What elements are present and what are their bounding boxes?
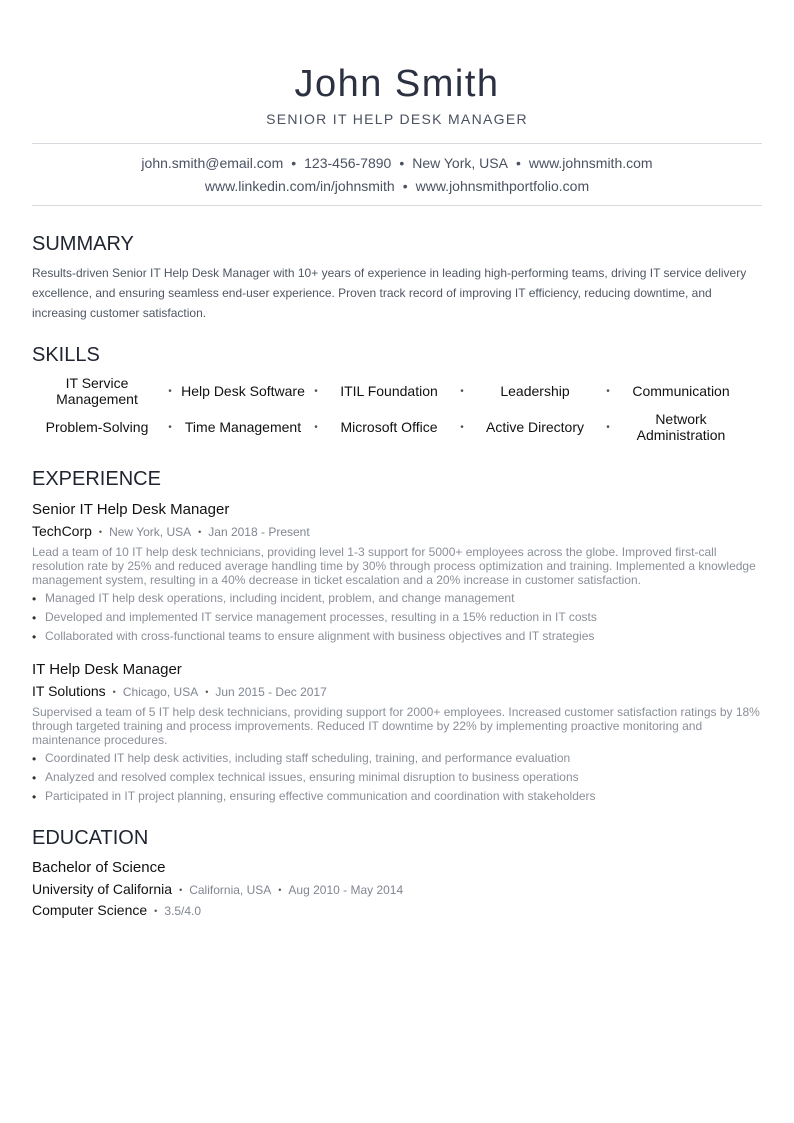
- job-title-headline: SENIOR IT HELP DESK MANAGER: [266, 111, 528, 127]
- skill-item: Problem-Solving: [45, 419, 149, 435]
- skill-item: Leadership: [500, 383, 570, 399]
- job-bullet: • Participated in IT project planning, ensuring effective communication and coordination with stakeholders: [32, 787, 762, 806]
- skill-separator: •: [460, 421, 464, 433]
- job-entry: [32, 660, 762, 806]
- school-location: California, USA: [189, 883, 272, 897]
- skill-item: IT Service Management: [56, 375, 138, 407]
- job-bullet: • Developed and implemented IT service management processes, resulting in a 15% reduction in IT costs: [32, 608, 762, 627]
- skills-row: [32, 373, 762, 409]
- skill-separator: •: [460, 385, 464, 397]
- company-name: IT Solutions: [32, 683, 106, 699]
- separator-dot: •: [515, 155, 521, 171]
- school-dates: Aug 2010 - May 2014: [288, 883, 404, 897]
- job-bullet: • Coordinated IT help desk activities, including staff scheduling, training, and performance evaluation: [32, 749, 762, 768]
- job-bullets: [32, 749, 762, 806]
- job-location: Chicago, USA: [122, 685, 199, 699]
- contact-website[interactable]: www.johnsmith.com: [528, 155, 653, 171]
- company-name: TechCorp: [32, 523, 92, 539]
- skill-item: Time Management: [184, 419, 302, 435]
- experience-heading: EXPERIENCE: [32, 468, 161, 490]
- job-description: Lead a team of 10 IT help desk technicians, providing level 1-3 support for 5000+ employees across the globe. Improved first-call resolution rate by 25% and reduced average handling time by 30% through process optimization and training. Implemented a knowledge management system, resulting in a 40% decrease in ticket escalation and a 20% increase in customer satisfaction.: [32, 545, 756, 587]
- skill-separator: •: [314, 385, 318, 397]
- skills-heading: SKILLS: [32, 344, 100, 366]
- separator-dot: •: [399, 155, 405, 171]
- skill-item: Microsoft Office: [340, 419, 438, 435]
- separator-dot: •: [198, 526, 202, 537]
- contact-linkedin[interactable]: www.linkedin.com/in/johnsmith: [204, 178, 395, 194]
- job-bullet: • Analyzed and resolved complex technical issues, ensuring minimal disruption to business operations: [32, 768, 762, 787]
- skill-separator: •: [314, 421, 318, 433]
- job-title: IT Help Desk Manager: [32, 661, 182, 678]
- contact-line-1: [32, 152, 762, 175]
- job-dates: Jan 2018 - Present: [208, 525, 310, 539]
- separator-dot: •: [154, 905, 158, 916]
- job-meta: [32, 682, 762, 701]
- skill-item: Communication: [632, 383, 730, 399]
- separator-dot: •: [402, 178, 408, 194]
- skill-item: Help Desk Software: [181, 383, 305, 399]
- resume-header: [32, 0, 762, 128]
- summary-heading: SUMMARY: [32, 233, 134, 255]
- summary-section: [32, 232, 762, 323]
- experience-section: [32, 467, 762, 806]
- contact-info: [32, 144, 762, 205]
- degree-title: Bachelor of Science: [32, 859, 166, 876]
- skill-item: ITIL Foundation: [340, 383, 438, 399]
- separator-dot: •: [291, 155, 297, 171]
- major-meta: [32, 901, 762, 920]
- summary-text: Results-driven Senior IT Help Desk Manager with 10+ years of experience in leading high-performing teams, driving IT service delivery excellence, and ensuring seamless end-user experience. Proven track record of improving IT efficiency, reducing downtime, and increasing customer satisfaction.: [32, 266, 747, 320]
- skill-item: Network Administration: [636, 411, 726, 443]
- separator-dot: •: [179, 884, 183, 895]
- skill-item: Active Directory: [485, 419, 585, 435]
- skills-section: [32, 343, 762, 445]
- job-entry: [32, 500, 762, 646]
- separator-dot: •: [98, 526, 103, 537]
- skills-grid: [32, 373, 762, 445]
- job-location: New York, USA: [109, 525, 192, 539]
- job-title: Senior IT Help Desk Manager: [32, 501, 230, 518]
- school-name: University of California: [32, 881, 173, 897]
- skill-separator: •: [606, 385, 610, 397]
- header-divider-bottom: [32, 205, 762, 206]
- education-section: [32, 826, 762, 920]
- major-name: Computer Science: [32, 902, 148, 918]
- job-bullets: [32, 589, 762, 646]
- job-meta: [32, 522, 762, 541]
- separator-dot: •: [278, 884, 282, 895]
- job-description: Supervised a team of 5 IT help desk technicians, providing support for 2000+ employees. Increased customer satisfaction ratings by 18% through targeted training and process improvements. Reduced IT downtime by 22% by implementing proactive monitoring and maintenance procedures.: [32, 705, 760, 747]
- contact-portfolio[interactable]: www.johnsmithportfolio.com: [415, 178, 590, 194]
- separator-dot: •: [112, 686, 116, 697]
- skill-separator: •: [168, 421, 172, 433]
- school-meta: [32, 880, 762, 899]
- education-heading: EDUCATION: [32, 827, 149, 849]
- skill-separator: •: [606, 421, 610, 433]
- contact-email[interactable]: john.smith@email.com: [141, 155, 284, 171]
- gpa: 3.5/4.0: [164, 904, 202, 918]
- contact-location: New York, USA: [412, 155, 508, 171]
- skill-separator: •: [168, 385, 172, 397]
- contact-phone[interactable]: 123-456-7890: [304, 155, 392, 171]
- separator-dot: •: [205, 686, 209, 697]
- job-dates: Jun 2015 - Dec 2017: [215, 685, 327, 699]
- skills-row: [32, 409, 762, 445]
- job-bullet: • Managed IT help desk operations, including incident, problem, and change management: [32, 589, 762, 608]
- contact-line-2: [32, 175, 762, 198]
- job-bullet: • Collaborated with cross-functional teams to ensure alignment with business objectives and IT strategies: [32, 627, 762, 646]
- candidate-name: John Smith: [294, 63, 500, 105]
